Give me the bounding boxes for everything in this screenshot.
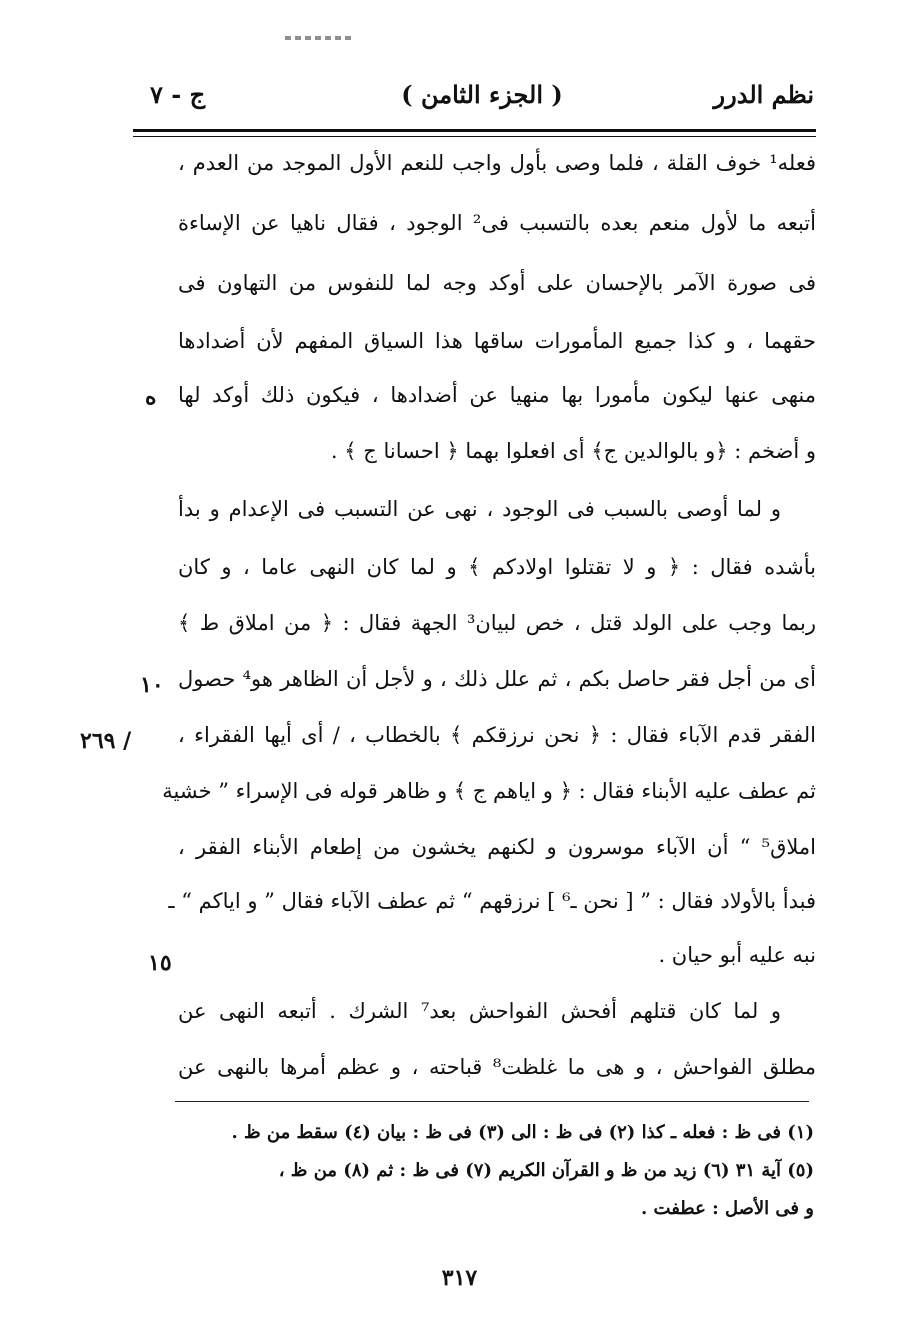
margin-line-number: ١٠ bbox=[140, 672, 164, 698]
margin-page-reference: / ٢٦٩ bbox=[80, 728, 132, 754]
margin-line-number: ١٥ bbox=[148, 950, 172, 976]
text-line: فعله¹ خوف القلة ، فلما وصى بأول واجب للنعم الأول الموجد من العدم ، bbox=[178, 151, 816, 175]
text-line: حقهما ، و كذا جميع المأمورات ساقها هذا السياق المفهم لأن أضدادها bbox=[178, 329, 816, 353]
text-line: فبدأ بالأولاد فقال : ” [ نحن ـ⁶ ] نرزقهم “ ثم عطف الآباء فقال ” و اياكم “ ـ bbox=[168, 889, 816, 913]
scan-smudge bbox=[285, 36, 355, 40]
header-rule-thick bbox=[133, 129, 816, 132]
text-line: املاق⁵ “ أن الآباء موسرون و لكنهم يخشون من إطعام الأبناء الفقر ، bbox=[178, 835, 816, 859]
footnote-line: (١) فى ظ : فعله ـ كذا (٢) فى ظ : الى (٣) فى ظ : بيان (٤) سقط من ظ . bbox=[231, 1122, 814, 1143]
text-line: الفقر قدم الآباء فقال : ﴿ نحن نرزقكم ﴾ بالخطاب ، / أى أيها الفقراء ، bbox=[178, 723, 816, 747]
footnote-separator bbox=[175, 1101, 809, 1102]
margin-marker: ه bbox=[145, 384, 157, 410]
text-line: ثم عطف عليه الأبناء فقال : ﴿ و اياهم ج ﴾ و ظاهر قوله فى الإسراء ” خشية bbox=[162, 779, 816, 803]
header-rule-thin bbox=[133, 136, 816, 137]
book-title: نظم الدرر bbox=[713, 80, 814, 109]
footnote-line: (٥) آية ٣١ (٦) زيد من ظ و القرآن الكريم (٧) فى ظ : ثم (٨) من ظ ، bbox=[278, 1160, 814, 1181]
text-line: منهى عنها ليكون مأمورا بها منهيا عن أضدادها ، فيكون ذلك أوكد لها bbox=[178, 383, 816, 407]
running-header bbox=[150, 80, 814, 120]
text-line: أى من أجل فقر حاصل بكم ، ثم علل ذلك ، و لأجل أن الظاهر هو⁴ حصول bbox=[178, 667, 816, 691]
page-number: ٣١٧ bbox=[441, 1265, 478, 1291]
text-line: و لما أوصى بالسبب فى الوجود ، نهى عن التسبب فى الإعدام و بدأ bbox=[178, 497, 781, 521]
text-line: و لما كان قتلهم أفحش الفواحش بعد⁷ الشرك . أتبعه النهى عن bbox=[178, 999, 781, 1023]
text-line: أتبعه ما لأول منعم بعده بالتسبب فى² الوجود ، فقال ناهيا عن الإساءة bbox=[178, 211, 816, 235]
text-line: بأشده فقال : ﴿ و لا تقتلوا اولادكم ﴾ و لما كان النهى عاما ، و كان bbox=[178, 555, 816, 579]
footnote-line: و فى الأصل : عطفت . bbox=[640, 1198, 814, 1219]
text-line: نبه عليه أبو حيان . bbox=[658, 943, 816, 967]
part-label: ( الجزء الثامن ) bbox=[401, 80, 563, 109]
text-line: فى صورة الآمر بالإحسان على أوكد وجه لما للنفوس من التهاون فى bbox=[178, 271, 816, 295]
surah-ref: ج - ٧ bbox=[150, 80, 206, 109]
text-line: مطلق الفواحش ، و هى ما غلظت⁸ قباحته ، و عظم أمرها بالنهى عن bbox=[178, 1055, 816, 1079]
text-line: ربما وجب على الولد قتل ، خص لبيان³ الجهة فقال : ﴿ من املاق ط ﴾ bbox=[178, 611, 816, 635]
text-line: و أضخم : ﴿و بالوالدين ج﴾ أى افعلوا بهما ﴿ احسانا ج ﴾ . bbox=[330, 439, 816, 463]
